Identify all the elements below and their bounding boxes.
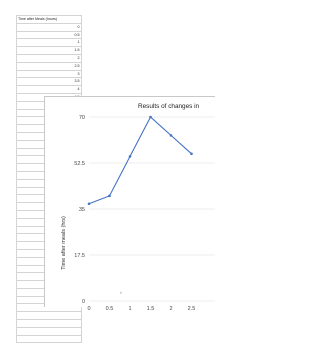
column-header-cell[interactable]: Time after Meals (hours) — [17, 16, 82, 24]
x-axis-label: t — [120, 291, 122, 295]
data-point[interactable] — [149, 116, 152, 119]
x-tick-label: 1 — [128, 306, 132, 312]
sheet-row — [17, 327, 82, 335]
data-point[interactable] — [190, 153, 193, 156]
sheet-row — [17, 86, 82, 94]
value-cell[interactable]: 2.5 — [17, 62, 82, 70]
value-cell[interactable]: 0.5 — [17, 31, 82, 39]
sheet-row — [17, 31, 82, 39]
sheet-row — [17, 39, 82, 47]
sheet-row — [17, 16, 82, 24]
value-cell[interactable]: 1.5 — [17, 47, 82, 55]
value-cell[interactable]: 1 — [17, 39, 82, 47]
x-tick-label: 2.5 — [187, 306, 196, 312]
data-point[interactable] — [170, 134, 173, 137]
data-point[interactable] — [108, 195, 111, 198]
x-tick-label: 0 — [87, 306, 91, 312]
value-cell[interactable]: 3 — [17, 70, 82, 78]
sheet-row — [17, 70, 82, 78]
sheet-row — [17, 23, 82, 31]
empty-cell[interactable] — [17, 312, 82, 320]
y-tick-label: 0 — [81, 299, 85, 305]
y-tick-label: 52.5 — [74, 161, 85, 167]
sheet-row — [17, 54, 82, 62]
data-point[interactable] — [129, 155, 132, 158]
empty-cell[interactable] — [17, 320, 82, 328]
y-tick-label: 70 — [78, 115, 85, 121]
line-chart — [45, 97, 215, 312]
y-tick-label: 17.5 — [74, 253, 85, 259]
value-cell[interactable]: 0 — [17, 23, 82, 31]
sheet-row — [17, 47, 82, 55]
sheet-row — [17, 320, 82, 328]
series-line — [89, 117, 192, 204]
x-tick-label: 0.5 — [105, 306, 114, 312]
sheet-row — [17, 312, 82, 320]
line-chart-panel[interactable] — [44, 96, 215, 312]
x-tick-label: 1.5 — [146, 306, 155, 312]
chart-title: Results of changes in — [138, 103, 200, 110]
value-cell[interactable]: 4 — [17, 86, 82, 94]
sheet-row — [17, 335, 82, 343]
value-cell[interactable]: 3.5 — [17, 78, 82, 86]
y-axis-label: Time after meals (hrs) — [61, 216, 67, 270]
sheet-row — [17, 62, 82, 70]
data-point[interactable] — [88, 202, 91, 205]
sheet-row — [17, 78, 82, 86]
y-tick-label: 35 — [78, 207, 85, 213]
empty-cell[interactable] — [17, 327, 82, 335]
value-cell[interactable]: 2 — [17, 54, 82, 62]
empty-cell[interactable] — [17, 335, 82, 343]
x-tick-label: 2 — [169, 306, 173, 312]
